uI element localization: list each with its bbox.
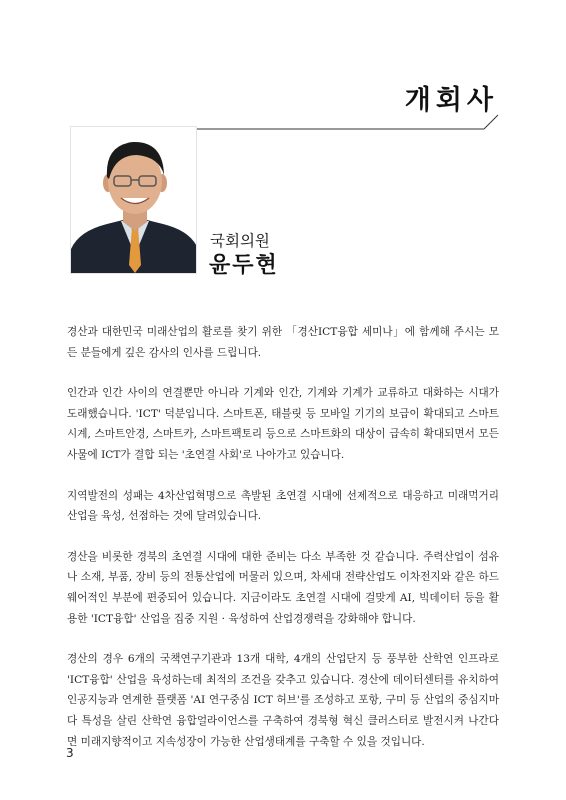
paragraph: 지역발전의 성패는 4차산업혁명으로 촉발된 초연결 시대에 선제적으로 대응하고 미래먹거리산업을 육성, 선점하는 것에 달려있습니다.: [67, 489, 499, 523]
paragraph: 경산을 비롯한 경북의 초연결 시대에 대한 준비는 다소 부족한 것 같습니다. 주력산업이 섬유나 소재, 부품, 장비 등의 전통산업에 머물러 있으며, 차세대 전략산업도 이차전지와 같은 하드웨어적인 부분에 편중되어 있습니다. 지금이라도 초연결 시대에 걸맞게 AI, 빅데이터 등을 활용한 'ICT융합' 산업을 집중 지원 · 육성하여 산업경쟁력을 강화해야 합니다.: [67, 550, 499, 625]
paragraph: 인간과 인간 사이의 연결뿐만 아니라 기계와 인간, 기계와 기계가 교류하고 대화하는 시대가 도래했습니다. 'ICT' 덕분입니다. 스마트폰, 태블릿 등 모바일 기기의 보급이 확대되고 스마트시계, 스마트안경, 스마트카, 스마트팩토리 등으로 스마트화의 대상이 급속히 확대되면서 모든 사물에 ICT가 결합 되는 '초연결 사회'로 나아가고 있습니다.: [67, 387, 499, 461]
speaker-name: 윤두현: [209, 253, 279, 278]
page-number: 3: [66, 746, 74, 760]
paragraph: 경산의 경우 6개의 국책연구기관과 13개 대학, 4개의 산업단지 등 풍부한 산학연 인프라로 'ICT융합' 산업을 육성하는데 최적의 조건을 갖추고 있습니다. 경산에 데이터센터를 유치하여 인공지능과 연계한 플랫폼 'AI 연구중심 ICT 허브'를 조성하고 포항, 구미 등 산업의 중심지마다 특성을 살린 산학연 융합얼라이언스를 구축하여 경북형 혁신 클러스터로 발전시켜 나간다면 미래지향적이고 지속성장이 가능한 산업생태계를 구축할 수 있을 것입니다.: [67, 653, 499, 748]
speaker-portrait: [70, 126, 197, 274]
paragraph: 경산과 대한민국 미래산업의 활로를 찾기 위한 「경산ICT융합 세미나」에 함께해 주시는 모든 분들에게 깊은 감사의 인사를 드립니다.: [67, 326, 499, 359]
speech-body: [67, 322, 499, 772]
speaker-role: 국회의원: [210, 232, 270, 250]
page-title: 개회사: [404, 85, 498, 116]
